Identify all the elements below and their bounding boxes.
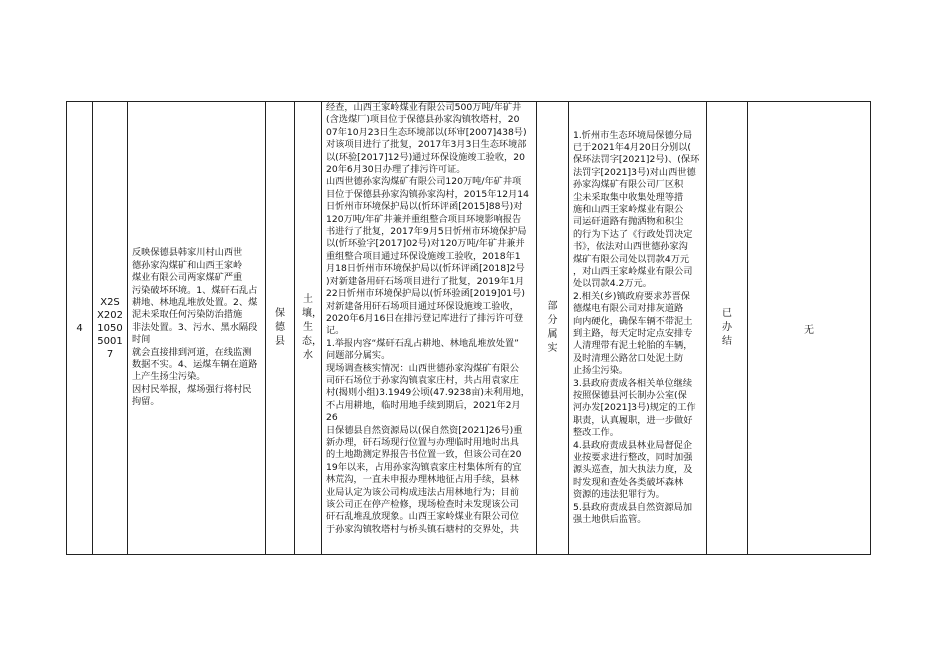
issue-line: 数据不实。4、运煤车辆在道路 <box>132 359 258 371</box>
issue-line: 时间 <box>132 334 151 346</box>
findings-line: )对新建备用矸石场项目进行了批复，2019年1月 <box>326 275 525 287</box>
findings-line: 20年6月30日办理了排污许可证。 <box>326 164 466 176</box>
investigation-findings-text <box>326 102 532 536</box>
measures-line: 河办发[2021]3号)规定的工作 <box>573 402 696 414</box>
findings-line: 林荒沟，一直未申报办理林地征占用手续，县林 <box>326 474 519 486</box>
findings-line: 对新建备用矸石场项目通过环保设施竣工验收， <box>326 300 519 312</box>
measures-line: 强土地供后监管。 <box>573 514 647 526</box>
findings-line: 新办理，矸石场现行位置与办理临时用地时出具 <box>326 436 519 448</box>
pollution-type-label: 土壤，生态，水 <box>302 294 322 361</box>
measures-line: 司运矸道路有抛洒物和积尘 <box>573 216 684 228</box>
verification-result <box>537 102 569 555</box>
findings-line: 于孙家沟镇牧塔村与桥头镇石塘村的交界处，共 <box>326 523 519 535</box>
findings-line: 矸石乱堆乱放现象。山西王家岭煤业有限公司位 <box>326 511 519 523</box>
measures-line: 煤矿有限公司处以罚款4万元 <box>573 253 690 265</box>
measures-line: 施和山西王家岭煤业有限公 <box>573 203 684 215</box>
handling-status <box>707 102 748 555</box>
findings-line: 书进行了批复，2017年9月5日忻州市环境保护局 <box>326 226 527 238</box>
measures-line: 止扬尘污染。 <box>573 365 629 377</box>
issue-line: 拘留。 <box>132 396 160 408</box>
pollution-type <box>295 102 322 555</box>
findings-line: 现场调查核实情况：山西世德孙家沟煤矿有限公 <box>326 362 519 374</box>
measures-line: 整改工作。 <box>573 427 619 439</box>
accountability: 无 <box>748 102 871 555</box>
findings-line: (含选煤厂)项目位于保德县孙家沟镇牧塔村，20 <box>326 114 520 126</box>
findings-line: 目位于保德县孙家沟镇孙家沟村，2015年12月14 <box>326 188 529 200</box>
findings-line: 记。 <box>326 325 345 337</box>
handling-status-label: 已办结 <box>722 308 732 347</box>
findings-line: 不占用耕地，临时用地手续到期后，2021年2月26 <box>326 399 521 424</box>
measures-line: 职责，认真履职，进一步做好 <box>573 414 693 426</box>
measures-line: 保环法罚字[2021]2号)、(保环 <box>573 154 700 166</box>
rectification-measures-text <box>573 130 702 527</box>
issue-line: 德孙家沟煤矿和山西王家岭 <box>132 259 243 271</box>
findings-line: 120万吨/年矿井兼并重组整合项目环境影响报告 <box>326 213 522 225</box>
measures-line: 资源的违法犯罪行为。 <box>573 489 665 501</box>
findings-line: 日保德县自然资源局以(保自然资[2021]26号)重 <box>326 424 523 436</box>
row-number: 4 <box>67 102 93 555</box>
findings-line: 的土地勘测定界报告书位置一致，但该公司在20 <box>326 449 522 461</box>
measures-line: 处以罚款4.2万元。 <box>573 278 652 290</box>
findings-line: 村(揭则小组)3.1949公顷(47.9238亩)未利用地， <box>326 387 530 399</box>
table-row <box>67 102 871 555</box>
issue-line: 就会直接排到河道，在线监测 <box>132 346 252 358</box>
findings-line: 以(忻环验字[2017]02号)对120万吨/年矿井兼并 <box>326 238 525 250</box>
measures-line: 4.县政府责成县林业局督促企 <box>573 439 693 451</box>
issue-line: 煤业有限公司两家煤矿严重 <box>132 272 243 284</box>
measures-line: 源头巡查，加大执法力度，及 <box>573 464 693 476</box>
findings-line: 重组整合项目通过环保设施竣工验收，2018年1 <box>326 250 521 262</box>
reported-issue-text <box>132 247 261 408</box>
findings-line: 2020年6月16日在排污登记库进行了排污许可登 <box>326 312 524 324</box>
investigation-findings <box>322 102 537 555</box>
reported-issue <box>128 102 266 555</box>
measures-line: 孙家沟煤矿有限公司厂区积 <box>573 179 684 191</box>
measures-line: 到主路，每天定时定点安排专 <box>573 328 693 339</box>
findings-line: 19年以来，占用孙家沟镇袁家庄村集体所有的宜 <box>326 461 522 473</box>
measures-line: 书》，依法对山西世德孙家沟 <box>573 241 688 253</box>
measures-line: 及时清理公路岔口处泥土防 <box>573 352 684 364</box>
petition-table <box>66 101 871 555</box>
administrative-region <box>266 102 295 555</box>
findings-line: 对该项目进行了批复，2017年3月3日生态环境部 <box>326 139 527 151</box>
region-label: 保德县 <box>275 308 285 347</box>
measures-line: 1.忻州市生态环境局保德分局 <box>573 129 693 141</box>
issue-line: 污染破坏环境。1、煤矸石乱占 <box>132 284 258 296</box>
complaint-code: X2SX202105050017 <box>93 102 128 555</box>
measures-line: 向内硬化，确保车辆不带泥土 <box>573 315 693 327</box>
measures-line: 德煤电有限公司对排灰道路 <box>573 303 684 315</box>
measures-line: ，对山西王家岭煤业有限公司 <box>573 265 693 277</box>
measures-line: 的行为下达了《行政处罚决定 <box>573 228 693 240</box>
measures-line: 3.县政府责成各相关单位继续 <box>573 377 693 389</box>
findings-line: 日忻州市环境保护局以(忻环评函[2015]88号)对 <box>326 201 523 213</box>
findings-line: 经查，山西王家岭煤业有限公司500万吨/年矿井 <box>326 102 522 113</box>
rectification-measures <box>569 102 707 555</box>
measures-line: 2.相关(乡)镇政府要求苏晋保 <box>573 290 690 302</box>
findings-line: 以(环验[2017]12号)通过环保设施竣工验收，20 <box>326 151 525 163</box>
verification-result-label: 部分属实 <box>547 301 558 354</box>
findings-line: 该公司正在停产检修，现场检查时未发现该公司 <box>326 499 519 510</box>
issue-line: 泥未采取任何污染防治措施 <box>132 309 243 321</box>
findings-line: 1.举报内容“煤矸石乱占耕地、林地乱堆放处置” <box>326 337 519 349</box>
measures-line: 人清理带有泥土轮胎的车辆， <box>573 340 693 352</box>
measures-line: 时发现和查处各类破坏森林 <box>573 476 684 488</box>
findings-line: 07年10月23日生态环境部以(环审[2007]438号) <box>326 126 527 138</box>
findings-line: 22日忻州市环境保护局以(忻环验函[2019]01号) <box>326 288 525 300</box>
findings-line: 山西世德孙家沟煤矿有限公司120万吨/年矿井项 <box>326 176 522 188</box>
issue-line: 非法处置。3、污水、黑水隔段 <box>132 321 258 333</box>
measures-line: 5.县政府责成县自然资源局加 <box>573 501 693 513</box>
findings-line: 月18日忻州市环境保护局以(忻环评函[2018]2号 <box>326 263 525 275</box>
findings-line: 问题部分属实。 <box>326 350 391 362</box>
findings-line: 业局认定为该公司构成违法占用林地行为；目前 <box>326 486 519 498</box>
issue-line: 上产生扬尘污染。 <box>132 371 206 383</box>
findings-line: 司矸石场位于孙家沟镇袁家庄村，共占用袁家庄 <box>326 374 519 386</box>
issue-line: 耕地、林地乱堆放处置。2、煤 <box>132 296 258 308</box>
issue-line: 反映保德县韩家川村山西世 <box>132 247 243 259</box>
issue-line: 因村民举报，煤场强行将村民 <box>132 383 252 395</box>
measures-line: 尘未采取集中收集处理等措 <box>573 191 684 203</box>
measures-line: 按照保德县河长制办公室(保 <box>573 390 687 402</box>
measures-line: 已于2021年4月20日分别以( <box>573 141 692 153</box>
measures-line: 法罚字[2021]3号)对山西世德 <box>573 166 696 178</box>
measures-line: 业按要求进行整改，同时加强 <box>573 452 693 464</box>
